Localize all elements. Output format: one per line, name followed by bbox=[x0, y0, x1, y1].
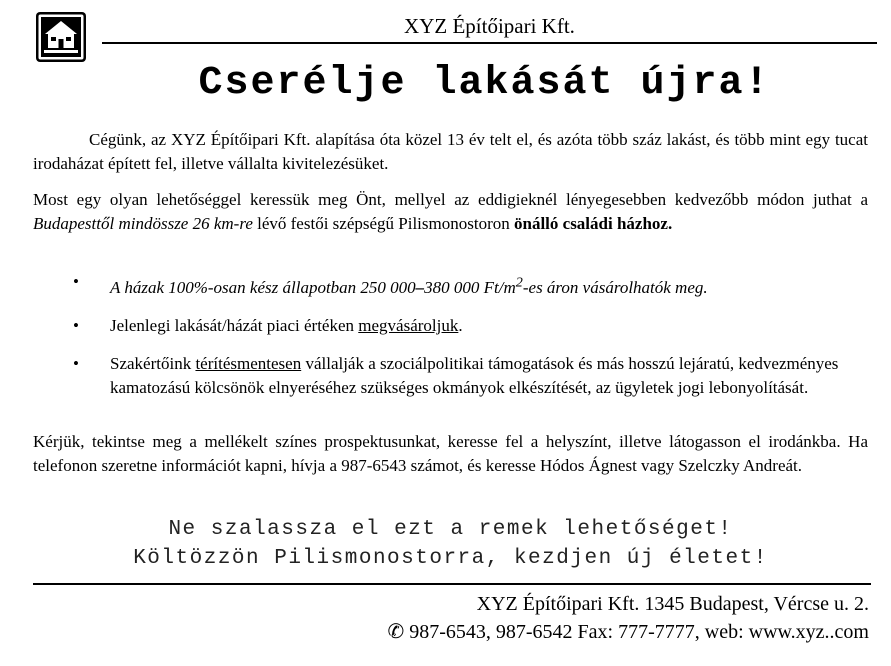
footer bbox=[387, 590, 869, 646]
phone-icon: ✆ bbox=[387, 621, 405, 643]
footer-contact: ✆ 987-6543, 987-6542 Fax: 777-7777, web: www.xyz..com bbox=[387, 621, 869, 643]
list-item: • A házak 100%-osan kész állapotban 250 000–380 000 $Ft/m^2-es$ áron vásárolhatók meg. bbox=[73, 272, 708, 297]
benefit-list bbox=[33, 270, 868, 414]
slogan-line-2: Költözzön Pilismonostorra, kezdjen új életet! bbox=[133, 547, 768, 570]
bullet-icon: • bbox=[73, 353, 79, 373]
contact-paragraph: Kérjük, tekintse meg a mellékelt színes prospektusunkat, keresse fel a helyszínt, illetve látogasson el irodánkba. Ha telefonon szeretne információt kapni, hívja a 987-6543 számot, és keresse Hódos Ágnest vagy Szelczky Andreát. bbox=[33, 432, 868, 475]
headline: Cserélje lakását újra! bbox=[198, 61, 771, 106]
list-item: • Jelenlegi lakását/házát piaci értéken megvásároljuk. bbox=[33, 314, 868, 338]
slogan-line-1: Ne szalassza el ezt a remek lehetőséget! bbox=[168, 518, 733, 541]
house-logo-icon bbox=[36, 12, 86, 62]
list-item: • Szakértőink térítésmentesen vállalják a szociálpolitikai támogatások és más hosszú lejáratú, kedvezményes kamatozású kölcsönök elnyeréséhez szükséges okmányok elkészítését, az ügyletek jogi lebonyolítását. bbox=[73, 353, 839, 397]
bullet-icon: • bbox=[73, 315, 79, 335]
bullet-icon: • bbox=[73, 272, 79, 291]
slogan bbox=[33, 515, 868, 573]
company-header: XYZ Építőipari Kft. bbox=[102, 12, 877, 44]
intro-paragraph: Cégünk, az XYZ Építőipari Kft. alapítása óta közel 13 év telt el, és azóta több száz lakást, és több mint egy tucat irodaházat épített fel, illetve vállalta kivitelezésüket. bbox=[33, 130, 868, 173]
footer-divider bbox=[33, 583, 871, 585]
offer-paragraph: Most egy olyan lehetőséggel keressük meg Önt, mellyel az eddigieknél lényegesebben kedvezőbb módon juthat a Budapesttől mindössze 26 km-re lévő festői szépségű Pilismonostoron önálló családi házhoz. bbox=[33, 190, 868, 233]
footer-address: XYZ Építőipari Kft. 1345 Budapest, Vércse u. 2. bbox=[476, 593, 869, 615]
